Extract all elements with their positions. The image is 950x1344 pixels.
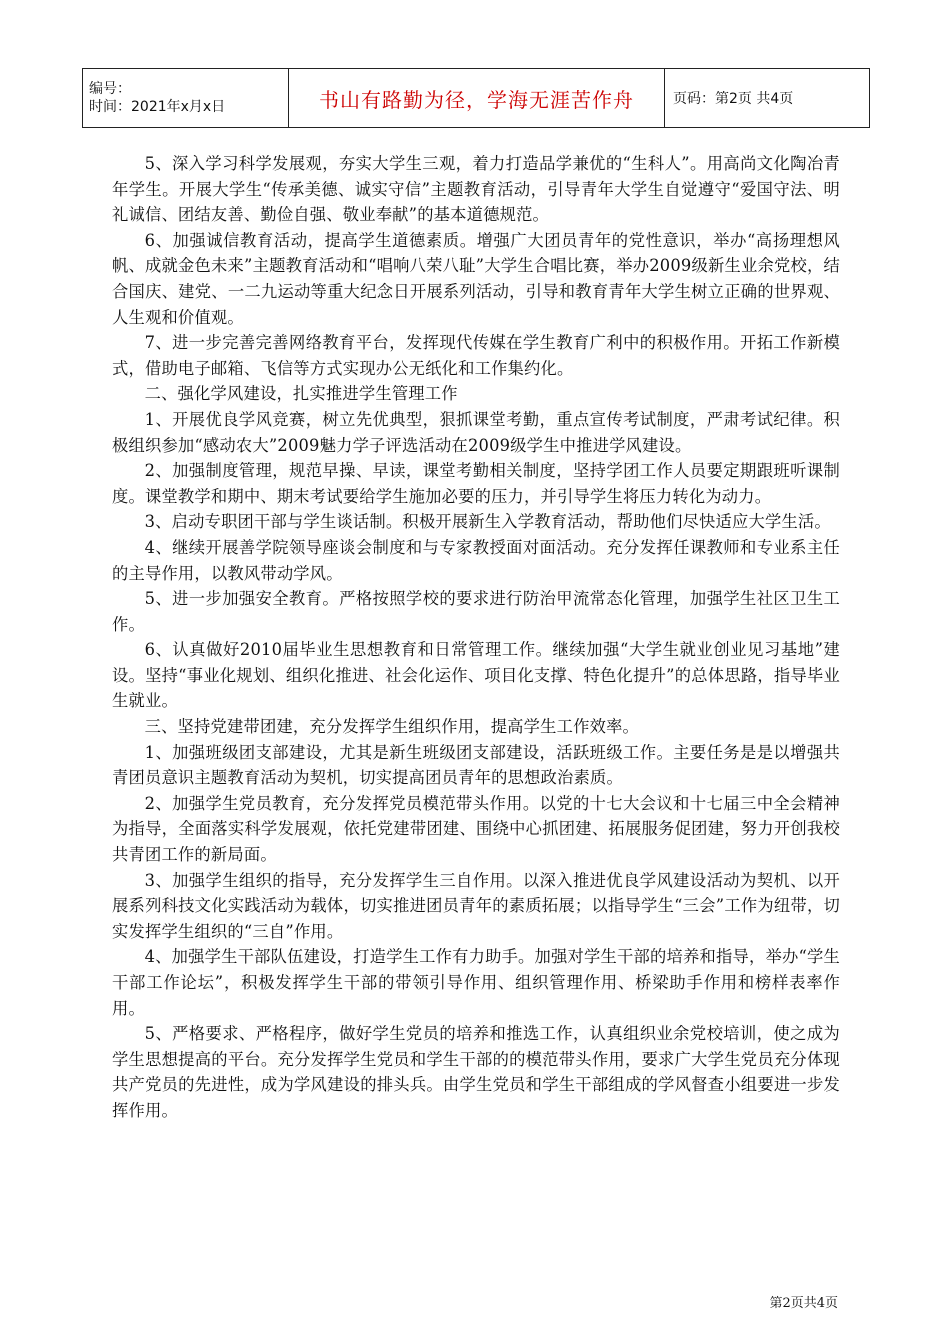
document-date-label: 时间：2021年x月x日 bbox=[89, 99, 226, 115]
header-motto: 书山有路勤为径，学海无涯苦作舟 bbox=[289, 69, 665, 128]
paragraph: 5、进一步加强安全教育。严格按照学校的要求进行防治甲流常态化管理，加强学生社区卫生工作。 bbox=[112, 589, 840, 634]
paragraph: 4、继续开展善学院领导座谈会制度和与专家教授面对面活动。充分发挥任课教师和专业系主任的主导作用，以教风带动学风。 bbox=[112, 537, 840, 583]
paragraph: 6、加强诚信教育活动，提高学生道德素质。增强广大团员青年的党性意识，举办“高扬理想风帆、成就金色未来”主题教育活动和“唱响八荣八耻”大学生合唱比赛，举办2009级新生业余党校，结合国庆、建党、一二九运动等重大纪念日开展系列活动，引导和教育青年大学生树立正确的世界观、人生观和价值观。 bbox=[112, 230, 840, 327]
paragraph: 7、进一步完善完善网络教育平台，发挥现代传媒在学生教育广利中的积极作用。开拓工作新模式，借助电子邮箱、飞信等方式实现办公无纸化和工作集约化。 bbox=[112, 333, 840, 378]
paragraph: 4、加强学生干部队伍建设，打造学生工作有力助手。加强对学生干部的培养和指导，举办“学生干部工作论坛”，积极发挥学生干部的带领引导作用、组织管理作用、桥梁助手作用和榜样表率作用。 bbox=[112, 947, 840, 1018]
header-meta-cell bbox=[83, 69, 289, 128]
paragraph: 2、加强学生党员教育，充分发挥党员模范带头作用。以党的十七大会议和十七届三中全会精神为指导，全面落实科学发展观，依托党建带团建、围绕中心抓团建、拓展服务促团建，努力开创我校共青团工作的新局面。 bbox=[112, 793, 840, 865]
paragraph: 2、加强制度管理，规范早操、早读，课堂考勤相关制度，坚持学团工作人员要定期跟班听课制度。课堂教学和期中、期末考试要给学生施加必要的压力，并引导学生将压力转化为动力。 bbox=[112, 461, 840, 506]
paragraph: 5、深入学习科学发展观，夯实大学生三观，着力打造品学兼优的“生科人”。用高尚文化陶冶青年学生。开展大学生“传承美德、诚实守信”主题教育活动，引导青年大学生自觉遵守“爱国守法、明礼诚信、团结友善、勤俭自强、敬业奉献”的基本道德规范。 bbox=[112, 154, 840, 225]
page-footer: 第2页共4页 bbox=[769, 1296, 838, 1311]
section-heading: 二、强化学风建设，扎实推进学生管理工作 bbox=[144, 384, 458, 404]
document-body bbox=[112, 151, 840, 1124]
document-header bbox=[82, 68, 870, 128]
document-number-label: 编号： bbox=[89, 81, 131, 97]
paragraph: 1、开展优良学风竞赛，树立先优典型，狠抓课堂考勤，重点宣传考试制度，严肃考试纪律。积极组织参加“感动农大”2009魅力学子评选活动在2009级学生中推进学风建设。 bbox=[112, 409, 840, 455]
paragraph: 3、加强学生组织的指导，充分发挥学生三自作用。以深入推进优良学风建设活动为契机、以开展系列科技文化实践活动为载体，切实推进团员青年的素质拓展；以指导学生“三会”工作为纽带，切实发挥学生组织的“三自”作用。 bbox=[112, 870, 840, 941]
paragraph: 3、启动专职团干部与学生谈话制。积极开展新生入学教育活动，帮助他们尽快适应大学生活。 bbox=[144, 512, 831, 532]
paragraph: 1、加强班级团支部建设，尤其是新生班级团支部建设，活跃班级工作。主要任务是是以增强共青团员意识主题教育活动为契机，切实提高团员青年的思想政治素质。 bbox=[112, 742, 840, 788]
paragraph: 6、认真做好2010届毕业生思想教育和日常管理工作。继续加强“大学生就业创业见习基地”建设。坚持“事业化规划、组织化推进、社会化运作、项目化支撑、特色化提升”的总体思路，指导毕业生就业。 bbox=[112, 640, 840, 711]
header-page-code: 页码：第2页 共4页 bbox=[665, 69, 870, 128]
section-heading: 三、坚持党建带团建，充分发挥学生组织作用，提高学生工作效率。 bbox=[144, 717, 640, 737]
paragraph: 5、严格要求、严格程序，做好学生党员的培养和推选工作，认真组织业余党校培训，使之成为学生思想提高的平台。充分发挥学生党员和学生干部的的模范带头作用，要求广大学生党员充分体现共产党员的先进性，成为学风建设的排头兵。由学生党员和学生干部组成的学风督查小组要进一步发挥作用。 bbox=[112, 1024, 840, 1120]
